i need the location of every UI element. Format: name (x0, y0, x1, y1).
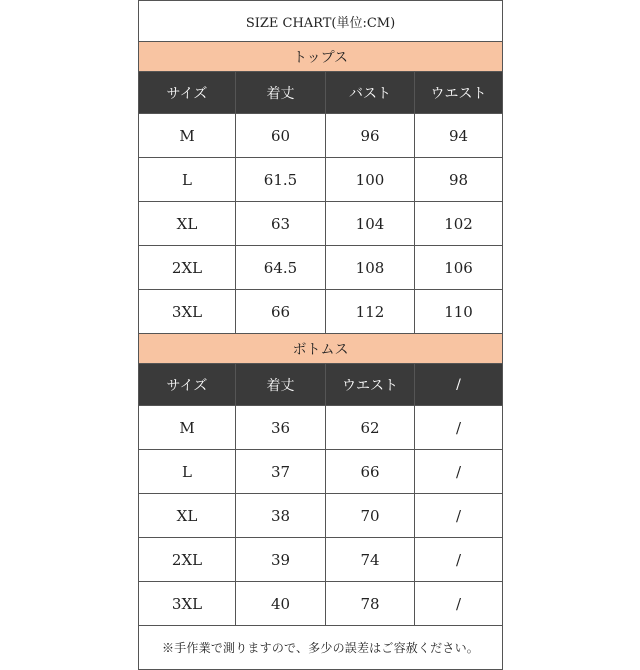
bottoms-cell: / (415, 494, 503, 538)
tops-cell: 94 (415, 114, 503, 158)
size-chart (138, 0, 502, 670)
bottoms-cell: 66 (326, 450, 415, 494)
tops-cell: L (139, 158, 236, 202)
tops-header-bust: バスト (326, 72, 415, 114)
bottoms-cell: 74 (326, 538, 415, 582)
tops-cell: 63 (236, 202, 326, 246)
bottoms-cell: 2XL (139, 538, 236, 582)
tops-cell: 100 (326, 158, 415, 202)
bottoms-section-label: ボトムス (139, 334, 503, 364)
bottoms-header-waist: ウエスト (326, 364, 415, 406)
bottoms-cell: XL (139, 494, 236, 538)
bottoms-cell: / (415, 406, 503, 450)
tops-cell: 3XL (139, 290, 236, 334)
tops-cell: 106 (415, 246, 503, 290)
bottoms-cell: / (415, 582, 503, 626)
tops-header-waist: ウエスト (415, 72, 503, 114)
bottoms-header-size: サイズ (139, 364, 236, 406)
bottoms-cell: 70 (326, 494, 415, 538)
bottoms-header-length: 着丈 (236, 364, 326, 406)
table-row (139, 450, 503, 494)
tops-cell: 102 (415, 202, 503, 246)
tops-cell: XL (139, 202, 236, 246)
bottoms-cell: 62 (326, 406, 415, 450)
tops-cell: 98 (415, 158, 503, 202)
tops-cell: 104 (326, 202, 415, 246)
tops-header-row (139, 72, 503, 114)
bottoms-cell: 3XL (139, 582, 236, 626)
bottoms-cell: M (139, 406, 236, 450)
table-row (139, 246, 503, 290)
table-row (139, 582, 503, 626)
bottoms-cell: 38 (236, 494, 326, 538)
bottoms-cell: 36 (236, 406, 326, 450)
bottoms-cell: / (415, 450, 503, 494)
bottoms-header-empty: / (415, 364, 503, 406)
tops-cell: 110 (415, 290, 503, 334)
tops-header-length: 着丈 (236, 72, 326, 114)
bottoms-cell: 78 (326, 582, 415, 626)
tops-cell: 64.5 (236, 246, 326, 290)
bottoms-cell: / (415, 538, 503, 582)
bottoms-cell: 37 (236, 450, 326, 494)
tops-cell: 2XL (139, 246, 236, 290)
chart-title: SIZE CHART(単位:CM) (139, 1, 503, 42)
table-row (139, 494, 503, 538)
measurement-note: ※手作業で測りますので、多少の誤差はご容赦ください。 (139, 626, 503, 670)
bottoms-cell: L (139, 450, 236, 494)
tops-cell: 61.5 (236, 158, 326, 202)
tops-cell: 60 (236, 114, 326, 158)
table-row (139, 406, 503, 450)
table-row (139, 290, 503, 334)
tops-section-label: トップス (139, 42, 503, 72)
tops-cell: 108 (326, 246, 415, 290)
table-row (139, 158, 503, 202)
bottoms-cell: 40 (236, 582, 326, 626)
table-row (139, 538, 503, 582)
bottoms-header-row (139, 364, 503, 406)
tops-cell: 112 (326, 290, 415, 334)
tops-cell: M (139, 114, 236, 158)
tops-cell: 96 (326, 114, 415, 158)
table-row (139, 202, 503, 246)
table-row (139, 114, 503, 158)
size-table (138, 0, 503, 670)
tops-header-size: サイズ (139, 72, 236, 114)
tops-cell: 66 (236, 290, 326, 334)
bottoms-cell: 39 (236, 538, 326, 582)
